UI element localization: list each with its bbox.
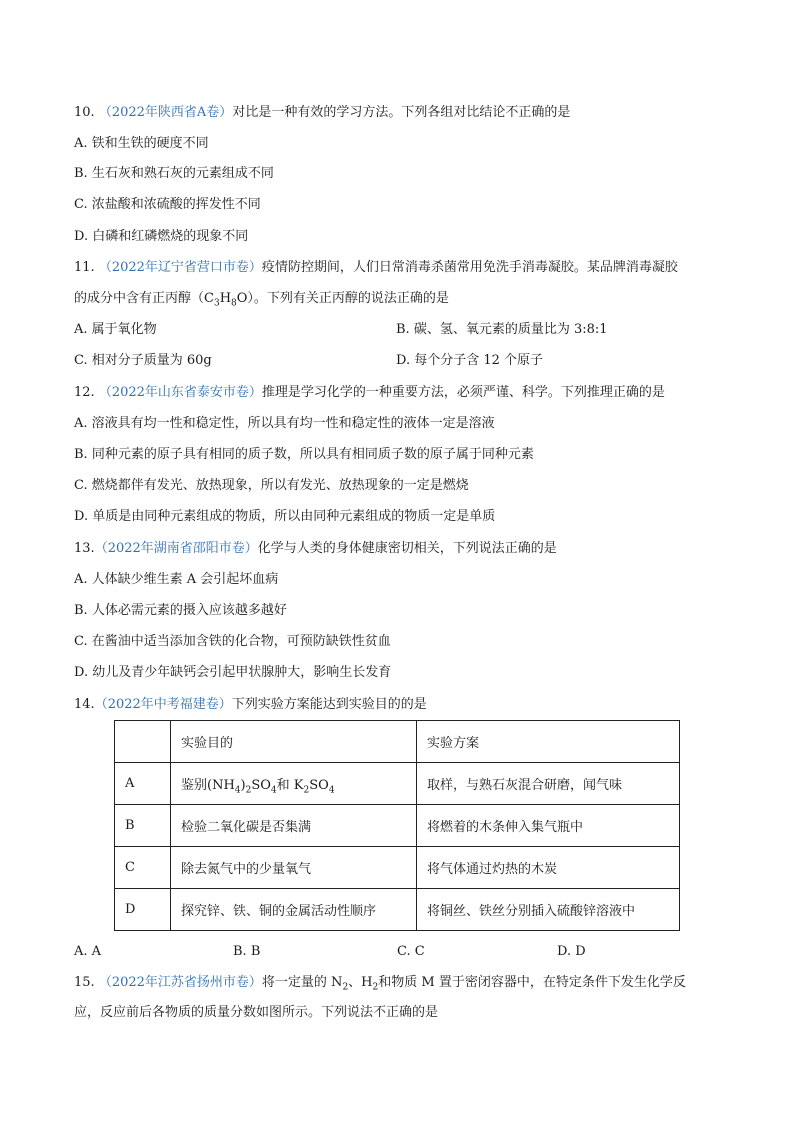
question-number: 14. — [74, 697, 95, 712]
question-number: 15. — [74, 975, 95, 990]
option-b: B. 人体必需元素的摄入应该越多越好 — [74, 603, 287, 618]
option-d: D. 白磷和红磷燃烧的现象不同 — [74, 229, 249, 244]
question-source: （2022年陕西省A卷） — [98, 105, 233, 120]
table-header-cell: 实验方案 — [417, 721, 680, 763]
question-source: （2022年中考福建卷） — [94, 697, 232, 712]
question-number: 12. — [74, 385, 95, 400]
row-label: B — [115, 805, 171, 847]
question-15-stem-line2: 应，反应前后各物质的质量分数如图所示。下列说法不正确的是 — [74, 1005, 439, 1020]
question-number: 10. — [74, 105, 95, 120]
option-d: D. 幼儿及青少年缺钙会引起甲状腺肿大，影响生长发育 — [74, 665, 392, 680]
question-text: 疫情防控期间，人们日常消毒杀菌常用免洗手消毒凝胶。某品牌消毒凝胶 — [261, 260, 678, 275]
option-c: C. 燃烧都伴有发光、放热现象，所以有发光、放热现象的一定是燃烧 — [74, 478, 469, 493]
row-plan: 将气体通过灼热的木炭 — [417, 847, 680, 889]
answer-option-a: A. A — [74, 944, 102, 959]
question-source: （2022年湖南省邵阳市卷） — [94, 541, 258, 556]
table-row — [115, 889, 680, 931]
question-number: 13. — [74, 541, 95, 556]
table-header-row — [115, 721, 680, 763]
option-d: D. 每个分子含 12 个原子 — [396, 353, 544, 368]
option-a: A. 属于氧化物 — [74, 322, 157, 337]
row-plan: 将燃着的木条伸入集气瓶中 — [417, 805, 680, 847]
experiment-table — [114, 720, 680, 931]
row-label: A — [115, 763, 171, 805]
answer-option-c: C. C — [397, 944, 425, 959]
question-14-stem — [74, 696, 427, 714]
question-text: 对比是一种有效的学习方法。下列各组对比结论不正确的是 — [232, 105, 571, 120]
question-12-stem — [74, 384, 665, 402]
question-13-stem — [74, 540, 557, 558]
table-row — [115, 805, 680, 847]
table-row — [115, 847, 680, 889]
table-header-cell — [115, 721, 171, 763]
option-c: C. 在酱油中适当添加含铁的化合物，可预防缺铁性贫血 — [74, 634, 391, 649]
question-number: 11. — [74, 260, 95, 275]
question-15-stem: 15. （2022年江苏省扬州市卷）将一定量的 $N_2$、$H_2$和物质 M 置于密闭容器中，在特定条件下发生化学反 — [74, 975, 686, 993]
row-label: C — [115, 847, 171, 889]
option-c: C. 浓盐酸和浓硫酸的挥发性不同 — [74, 197, 261, 212]
question-text: 推理是学习化学的一种重要方法，必须严谨、科学。下列推理正确的是 — [261, 385, 665, 400]
answer-option-d: D. D — [557, 944, 586, 959]
question-text: 下列实验方案能达到实验目的的是 — [231, 697, 427, 712]
option-b: B. 同种元素的原子具有相同的质子数，所以具有相同质子数的原子属于同种元素 — [74, 447, 534, 462]
table-row — [115, 763, 680, 805]
option-c: C. 相对分子质量为 60g — [74, 353, 212, 368]
row-plan: 将铜丝、铁丝分别插入硫酸锌溶液中 — [417, 889, 680, 931]
row-plan: 取样，与熟石灰混合研磨，闻气味 — [417, 763, 680, 805]
option-a: A. 溶液具有均一性和稳定性，所以具有均一性和稳定性的液体一定是溶液 — [74, 416, 495, 431]
option-a: A. 人体缺少维生素 A 会引起坏血病 — [74, 572, 279, 587]
question-source: （2022年山东省泰安市卷） — [98, 385, 262, 400]
question-text: 化学与人类的身体健康密切相关，下列说法正确的是 — [257, 541, 557, 556]
question-11-stem-line2: 的成分中含有正丙醇$(C_3H_8O)$。下列有关正丙醇的说法正确的是 — [74, 291, 449, 309]
option-d: D. 单质是由同种元素组成的物质，所以由同种元素组成的物质一定是单质 — [74, 509, 496, 524]
row-purpose: 探究锌、铁、铜的金属活动性顺序 — [171, 889, 417, 931]
row-purpose: 除去氮气中的少量氧气 — [171, 847, 417, 889]
question-10-stem — [74, 104, 570, 122]
option-b: B. 生石灰和熟石灰的元素组成不同 — [74, 166, 274, 181]
answer-option-b: B. B — [233, 944, 261, 959]
question-11-stem — [74, 259, 678, 277]
row-purpose: 鉴别$(NH_4)_2SO_4$和 $K_2SO_4$ — [171, 763, 417, 805]
option-b: B. 碳、氢、氧元素的质量比为 3:8:1 — [396, 322, 608, 337]
option-a: A. 铁和生铁的硬度不同 — [74, 136, 209, 151]
row-label: D — [115, 889, 171, 931]
table-header-cell: 实验目的 — [171, 721, 417, 763]
question-source: （2022年江苏省扬州市卷） — [98, 975, 262, 990]
row-purpose: 检验二氧化碳是否集满 — [171, 805, 417, 847]
question-source: （2022年辽宁省营口市卷） — [98, 260, 262, 275]
